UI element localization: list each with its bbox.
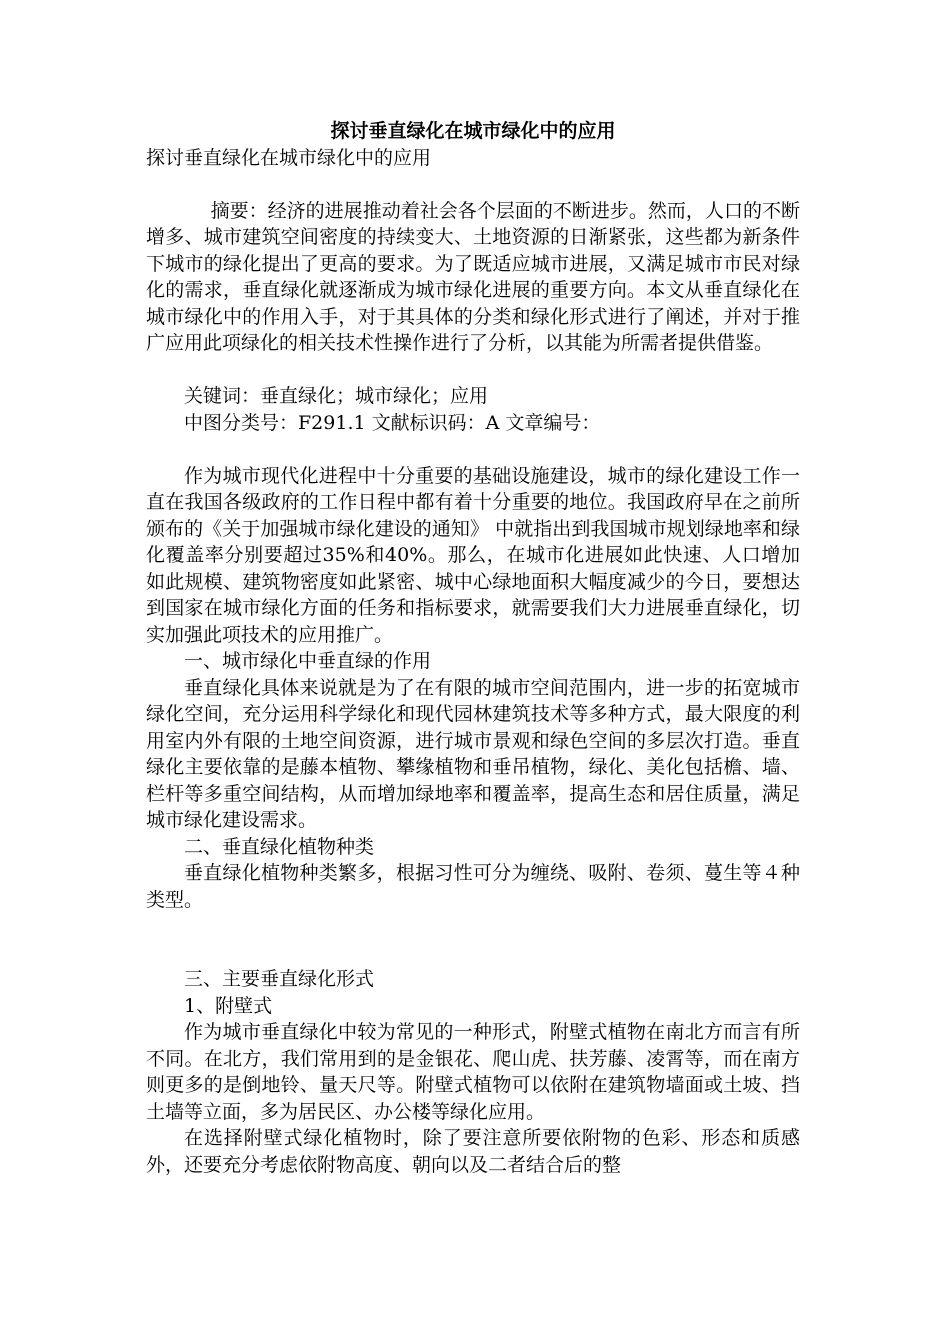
intro-paragraph: 作为城市现代化进程中十分重要的基础设施建设，城市的绿化建设工作一直在我国各级政府的工作日程中都有着十分重要的地位。我国政府早在之前所颁布的《关于加强城市绿化建设的通知》 中就指出到我国城市规划绿地率和绿化覆盖率分别要超过35%和40%。那么，在城市化进展如此快速、人口增加如此规模、建筑物密度如此紧密、城中心绿地面积大幅度减少的今日，要想达到国家在城市绿化方面的任务和指标要求，就需要我们大力进展垂直绿化，切实加强此项技术的应用推广。 xyxy=(146,464,800,646)
classification-line: 中图分类号：F291.1 文献标识码：A 文章编号： xyxy=(184,411,601,434)
document-subtitle: 探讨垂直绿化在城市绿化中的应用 xyxy=(146,146,432,169)
keywords-line: 关键词：垂直绿化；城市绿化；应用 xyxy=(184,385,489,407)
blank-line xyxy=(146,357,800,384)
document-page xyxy=(146,118,800,1178)
abstract-paragraph: 摘要：经济的进展推动着社会各个层面的不断进步。然而，人口的不断增多、城市建筑空间密度的持续变大、土地资源的日渐紧张，这些都为新条件下城市的绿化提出了更高的要求。为了既适应城市进展，又满足城市市民对绿化的需求，垂直绿化就逐渐成为城市绿化进展的重要方向。本文从垂直绿化在城市绿化中的作用入手，对于其具体的分类和绿化形式进行了阐述，并对于推广应用此项绿化的相关技术性操作进行了分析，以其能为所需者提供借鉴。 xyxy=(146,199,800,354)
section3-subheading: 1、附壁式 xyxy=(184,994,273,1017)
section1-heading: 一、城市绿化中垂直绿的作用 xyxy=(184,650,432,672)
blank-line xyxy=(146,940,800,967)
blank-line xyxy=(146,913,800,940)
document-title: 探讨垂直绿化在城市绿化中的应用 xyxy=(330,120,616,142)
section3-paragraph-1: 作为城市垂直绿化中较为常见的一种形式，附壁式植物在南北方而言有所不同。在北方，我们常用到的是金银花、爬山虎、扶芳藤、凌霄等，而在南方则更多的是倒地铃、量天尺等。附壁式植物可以依附在建筑物墙面或土坡、挡土墙等立面，多为居民区、办公楼等绿化应用。 xyxy=(146,1021,800,1123)
section2-paragraph: 垂直绿化植物种类繁多，根据习性可分为缠绕、吸附、卷须、蔓生等４种类型。 xyxy=(146,862,800,911)
section2-heading: 二、垂直绿化植物种类 xyxy=(184,835,375,858)
section3-paragraph-2: 在选择附壁式绿化植物时，除了要注意所要依附物的色彩、形态和质感外，还要充分考虑依附物高度、朝向以及二者结合后的整 xyxy=(146,1127,800,1176)
blank-line xyxy=(146,436,800,463)
blank-line xyxy=(146,171,800,198)
section3-heading: 三、主要垂直绿化形式 xyxy=(184,968,375,990)
section1-paragraph: 垂直绿化具体来说就是为了在有限的城市空间范围内，进一步的拓宽城市绿化空间，充分运用科学绿化和现代园林建筑技术等多种方式，最大限度的利用室内外有限的土地空间资源，进行城市景观和绿色空间的多层次打造。垂直绿化主要依靠的是藤本植物、攀缘植物和垂吊植物，绿化、美化包括檐、墙、栏杆等多重空间结构，从而增加绿地率和覆盖率，提高生态和居住质量，满足城市绿化建设需求。 xyxy=(146,676,800,831)
